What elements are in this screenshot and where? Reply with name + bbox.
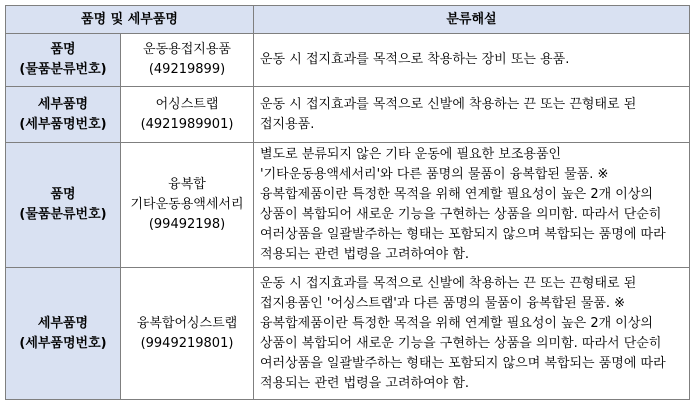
header-desc-col: 분류해설 <box>254 6 690 34</box>
item-code: (49219899) <box>148 62 226 77</box>
item-cell <box>121 34 254 87</box>
description-cell: 운동 시 접지효과를 목적으로 신발에 착용하는 끈 또는 끈형태로 된 접지용품인 '어싱스트랩'과 다른 품명의 물품이 융복합된 물품. ※ 융복합제품이란 특정한 목적을 위해 연계할 필요성이 높은 2개 이상의 상품이 복합되어 새로운 기능을 구현하는 상품을 의미함. 따라서 단순히 여러상품을 일괄발주하는 형태는 포함되지 않으며 복합되는 품명에 따라 적용되는 관련 법령을 고려하여야 함. <box>254 268 690 400</box>
item-name: 융복합어싱스트랩 <box>136 315 238 331</box>
table-row <box>6 87 690 143</box>
description-cell: 운동 시 접지효과를 목적으로 신발에 착용하는 끈 또는 끈형태로 된 접지용품. <box>254 87 690 143</box>
row-label-sub: (세부품명번호) <box>19 335 107 351</box>
row-label-cell <box>6 143 121 268</box>
row-label-cell <box>6 87 121 143</box>
header-item-col: 품명 및 세부품명 <box>6 6 254 34</box>
table-row <box>6 143 690 268</box>
item-name: 융복합 <box>168 177 206 192</box>
item-cell <box>121 87 254 143</box>
item-code: (99492198) <box>148 217 226 232</box>
description-cell: 운동 시 접지효과를 목적으로 착용하는 장비 또는 용품. <box>254 34 690 87</box>
description-cell: 별도로 분류되지 않은 기타 운동에 필요한 보조용품인 '기타운동용액세서리'와 다른 품명의 물품이 융복합된 물품. ※ 융복합제품이란 특정한 목적을 위해 연계할 필요성이 높은 2개 이상의 상품이 복합되어 새로운 기능을 구현하는 상품을 의미함. 따라서 단순히 여러상품을 일괄발주하는 형태는 포함되지 않으며 복합되는 품명에 따라 적용되는 관련 법령을 고려하여야 함. <box>254 143 690 268</box>
row-label: 세부품명 <box>37 96 89 112</box>
row-label: 품명 <box>50 42 76 57</box>
classification-table <box>5 5 690 400</box>
row-label: 품명 <box>50 187 76 202</box>
item-cell <box>121 268 254 400</box>
table-row <box>6 268 690 400</box>
item-name-line2: 기타운동용액세서리 <box>130 197 244 212</box>
row-label-cell <box>6 268 121 400</box>
table-row <box>6 34 690 87</box>
item-code: (4921989901) <box>140 116 234 132</box>
item-code: (9949219801) <box>140 335 234 351</box>
item-name: 운동용접지용품 <box>143 42 231 57</box>
item-cell <box>121 143 254 268</box>
row-label: 세부품명 <box>37 315 89 331</box>
item-name: 어싱스트랩 <box>155 96 219 112</box>
row-label-cell <box>6 34 121 87</box>
row-label-sub: (물품분류번호) <box>19 207 107 222</box>
header-row <box>6 6 690 34</box>
row-label-sub: (물품분류번호) <box>19 62 107 77</box>
row-label-sub: (세부품명번호) <box>19 116 107 132</box>
